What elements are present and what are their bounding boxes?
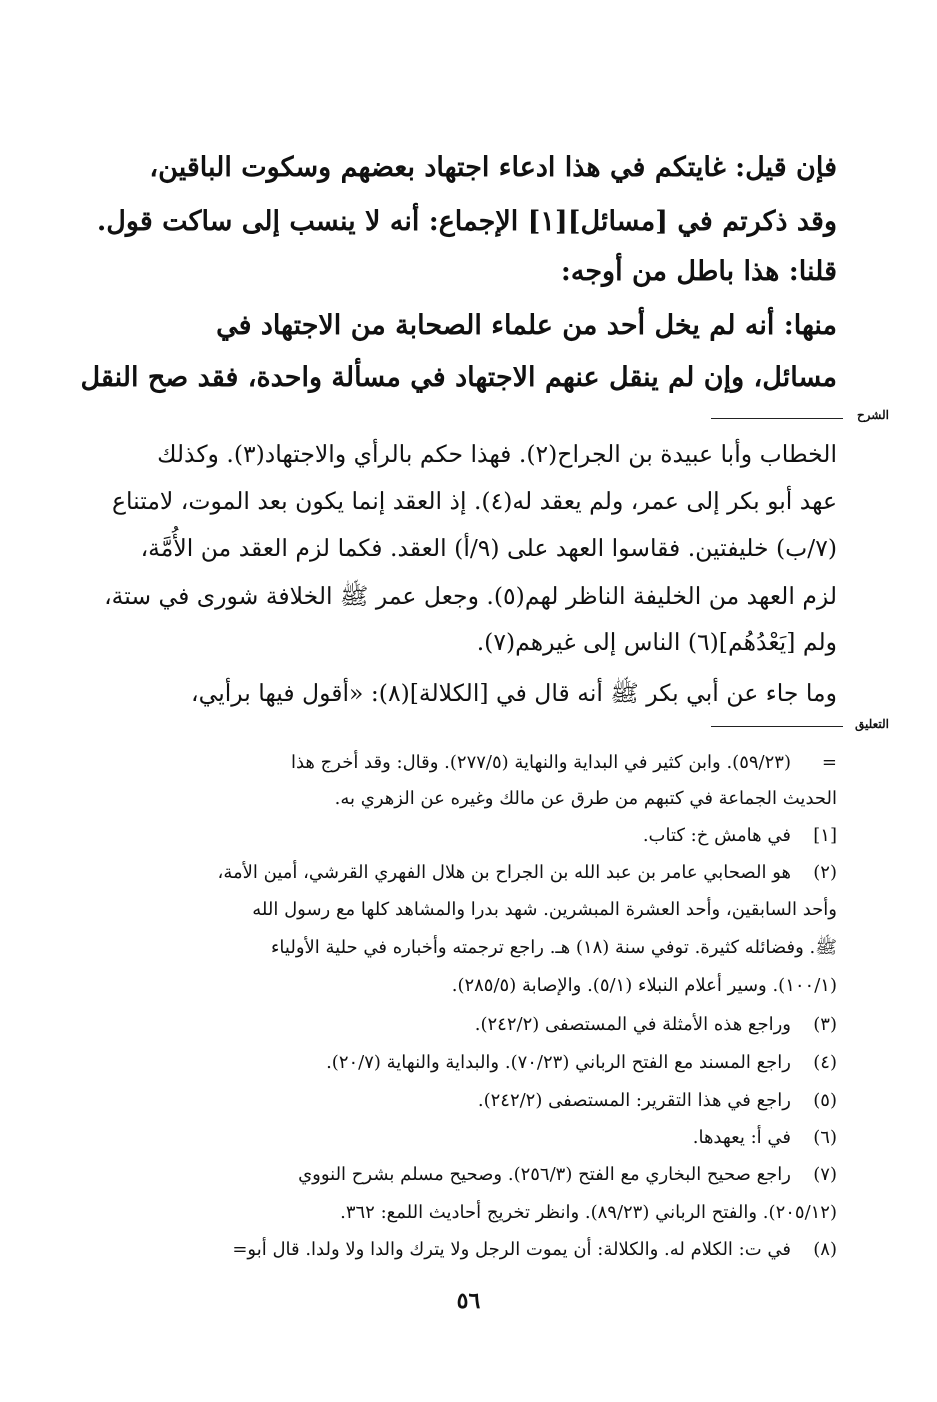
footnote-text: في هامش خ: كتاب. <box>642 825 791 846</box>
footnote-number: (٣) <box>813 1014 837 1035</box>
matn-line: مسائل، وإن لم ينقل عنهم الاجتهاد في مسألة واحدة، فقد صح النقل <box>80 362 837 393</box>
footnote-text: راجع صحيح البخاري مع الفتح (٢٥٦/٣). وصحيح مسلم بشرح النووي <box>298 1164 791 1185</box>
footnote-text: في ت: الكلام له. والكلالة: أن يموت الرجل ولا يترك والدا ولا ولدا. قال أبو= <box>232 1239 791 1260</box>
matn-line: قلنا: هذا باطل من أوجه: <box>560 256 837 287</box>
matn-line: وقد ذكرتم في [مسائل][١] الإجماع: أنه لا ينسب إلى ساكت قول. <box>96 206 837 237</box>
footnote <box>128 1090 837 1111</box>
matn-line: فإن قيل: غايتكم في هذا ادعاء اجتهاد بعضهم وسكوت الباقين، <box>149 152 837 183</box>
sharh-label: الشرح <box>856 408 889 422</box>
footnote-number: (٧) <box>813 1164 837 1185</box>
footnote-text: وراجع هذه الأمثلة في المستصفى (٢٤٢/٢). <box>474 1014 791 1035</box>
page-number: ٥٦ <box>456 1288 481 1314</box>
sharh-line: ولم [يَعْدُهُم](٦) الناس إلى غيرهم(٧). <box>476 628 837 656</box>
sharh-line: عهد أبو بكر إلى عمر، ولم يعقد له(٤). إذ العقد إنما يكون بعد الموت، لامتناع <box>111 487 837 515</box>
sharh-divider <box>711 418 843 419</box>
footnote <box>128 1164 837 1185</box>
footnote-text: (١٠٠/١). وسير أعلام النبلاء (٥/١). والإصابة (٢٨٥/٥). <box>451 975 837 996</box>
footnote-text: في أ: يعهدها. <box>692 1127 791 1148</box>
footnote <box>128 1052 837 1073</box>
sharh-line: لزم العهد من الخليفة الناظر لهم(٥). وجعل عمر ﷺ الخلافة شورى في ستة، <box>104 582 837 610</box>
footnote-text: الحديث الجماعة في كتبهم من طرق عن مالك وغيره عن الزهري به. <box>334 788 837 809</box>
footnote <box>128 862 837 883</box>
footnote <box>128 825 837 846</box>
taliq-label: التعليق <box>854 717 889 731</box>
footnote-number: (٦) <box>813 1127 837 1148</box>
sharh-line: (٧/ب) خليفتين. فقاسوا العهد على (٩/أ) العقد. فكما لزم العقد من الأُمَّة، <box>140 534 837 562</box>
footnote-text: (٢٠٥/١٢). والفتح الرباني (٨٩/٢٣). وانظر تخريج أحاديث اللمع: ٣٦٢. <box>340 1202 837 1223</box>
footnote-number: (٥) <box>813 1090 837 1111</box>
sharh-line: الخطاب وأبا عبيدة بن الجراح(٢). فهذا حكم بالرأي والاجتهاد(٣). وكذلك <box>157 440 837 468</box>
footnote-number: (٤) <box>813 1052 837 1073</box>
taliq-divider <box>711 726 843 727</box>
footnote <box>128 1014 837 1035</box>
footnote-number: (٢) <box>813 862 837 883</box>
footnote-text: هو الصحابي عامر بن عبد الله بن الجراح بن هلال الفهري القرشي، أمين الأمة، <box>217 862 791 883</box>
footnote-text: وأحد السابقين، وأحد العشرة المبشرين. شهد بدرا والمشاهد كلها مع رسول الله <box>252 899 837 920</box>
matn-line: منها: أنه لم يخل أحد من علماء الصحابة من الاجتهاد في <box>216 310 837 341</box>
footnote-text: (٥٩/٢٣). وابن كثير في البداية والنهاية (٢٧٧/٥). وقال: وقد أخرج هذا <box>290 752 791 773</box>
footnote-text: راجع في هذا التقرير: المستصفى (٢٤٢/٢). <box>477 1090 791 1111</box>
footnote-number: [١] <box>813 825 837 846</box>
footnote <box>128 1239 837 1260</box>
footnote-number: (٨) <box>813 1239 837 1260</box>
footnote-number: = <box>821 752 837 773</box>
footnote <box>128 752 837 773</box>
footnote-text: راجع المسند مع الفتح الرباني (٧٠/٢٣). والبداية والنهاية (٢٠/٧). <box>326 1052 791 1073</box>
footnote-text: ﷺ. وفضائله كثيرة. توفي سنة (١٨) هـ. راجع ترجمته وأخباره في حلية الأولياء <box>270 937 837 958</box>
sharh-line: وما جاء عن أبي بكر ﷺ أنه قال في [الكلالة](٨): «أقول فيها برأيي، <box>191 679 837 707</box>
footnote <box>128 1127 837 1148</box>
